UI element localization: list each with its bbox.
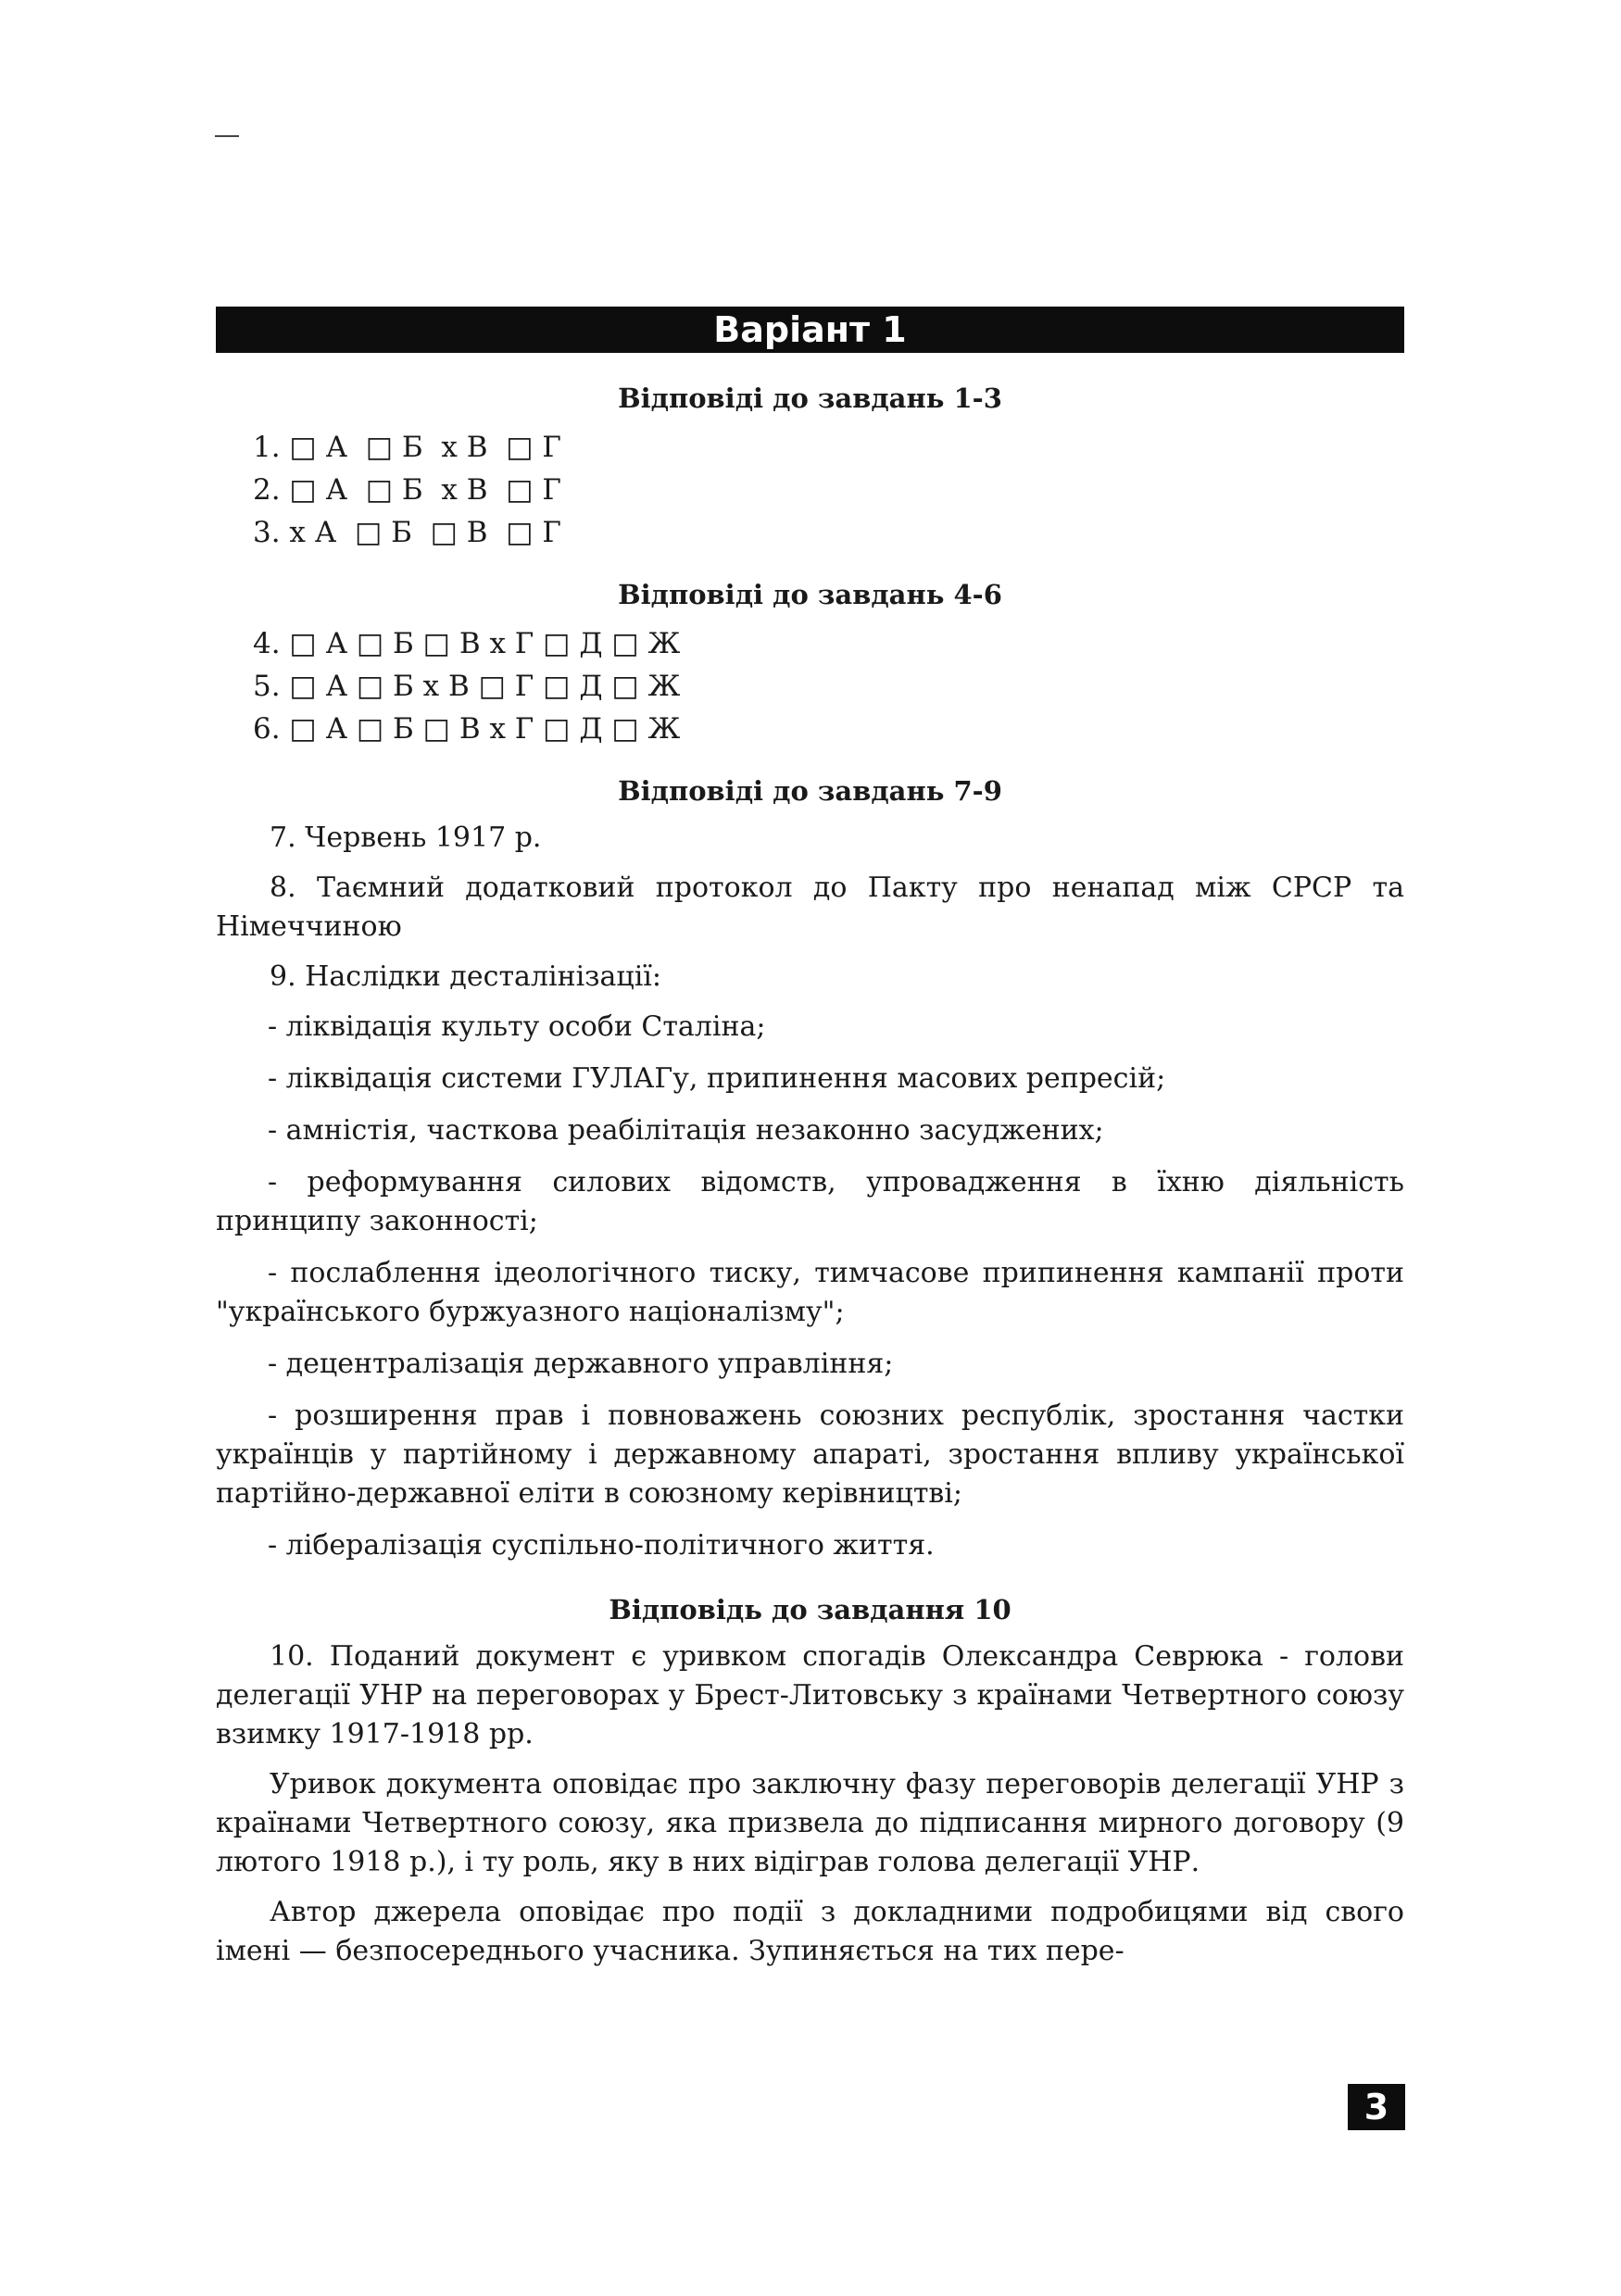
answer-line-6: 6. □ А □ Б □ В х Г □ Д □ Ж <box>253 712 681 746</box>
consequence-item: - децентралізація державного управління; <box>268 1348 894 1380</box>
answer-line-3: 3. х А □ Б □ В □ Г <box>253 516 561 549</box>
answer-line-1: 1. □ А □ Б х В □ Г <box>253 431 561 464</box>
answer-line-5: 5. □ А □ Б х В □ Г □ Д □ Ж <box>253 670 681 703</box>
answer-10-paragraph: Автор джерела оповідає про події з докладними подробицями від свого імені — безпосереднього учасника. Зупиняється на тих пере- <box>216 1896 1404 1967</box>
answer-line-4: 4. □ А □ Б □ В х Г □ Д □ Ж <box>253 627 681 660</box>
section-heading-7-9: Відповіді до завдань 7-9 <box>618 775 1002 807</box>
consequence-item: - послаблення ідеологічного тиску, тимчасове припинення кампанії проти "українського буржуазного націоналізму"; <box>216 1257 1404 1328</box>
section-heading-10: Відповідь до завдання 10 <box>609 1594 1012 1625</box>
consequence-item: - розширення прав і повноважень союзних республік, зростання частки українців у партійному і державному апараті, зростання впливу української партійно-державної еліти в союзному керівництві; <box>216 1399 1404 1510</box>
answer-8: 8. Таємний додатковий протокол до Пакту про ненапад між СРСР та Німеччиною <box>216 872 1404 943</box>
answer-10-paragraph: Уривок документа оповідає про заключну фазу переговорів делегації УНР з країнами Четвертного союзу, яка призвела до підписання мирного договору (9 лютого 1918 р.), і ту роль, яку в них відіграв голова делегації УНР. <box>216 1768 1404 1878</box>
answer-10-paragraph: 10. Поданий документ є уривком спогадів Олександра Севрюка - голови делегації УНР на переговорах у Брест-Литовську з країнами Четвертного союзу взимку 1917-1918 рр. <box>216 1640 1404 1750</box>
page-content <box>216 367 1404 1982</box>
consequence-item: - лібералізація суспільно-політичного життя. <box>268 1529 935 1562</box>
answer-7: 7. Червень 1917 р. <box>270 822 542 854</box>
consequence-item: - реформування силових відомств, упровадження в їхню діяльність принципу законності; <box>216 1166 1404 1237</box>
answer-9-intro: 9. Наслідки десталінізації: <box>270 960 662 993</box>
answer-line-2: 2. □ А □ Б х В □ Г <box>253 473 561 507</box>
consequence-item: - амністія, часткова реабілітація незаконно засуджених; <box>268 1114 1104 1147</box>
page-number: 3 <box>1348 2084 1405 2130</box>
consequence-item: - ліквідація системи ГУЛАГу, припинення масових репресій; <box>268 1062 1166 1095</box>
section-heading-1-3: Відповіді до завдань 1-3 <box>618 383 1002 414</box>
section-heading-4-6: Відповіді до завдань 4-6 <box>618 579 1002 610</box>
corner-mark <box>215 135 239 137</box>
consequence-item: - ліквідація культу особи Сталіна; <box>268 1010 766 1043</box>
variant-banner: Варіант 1 <box>216 307 1404 353</box>
